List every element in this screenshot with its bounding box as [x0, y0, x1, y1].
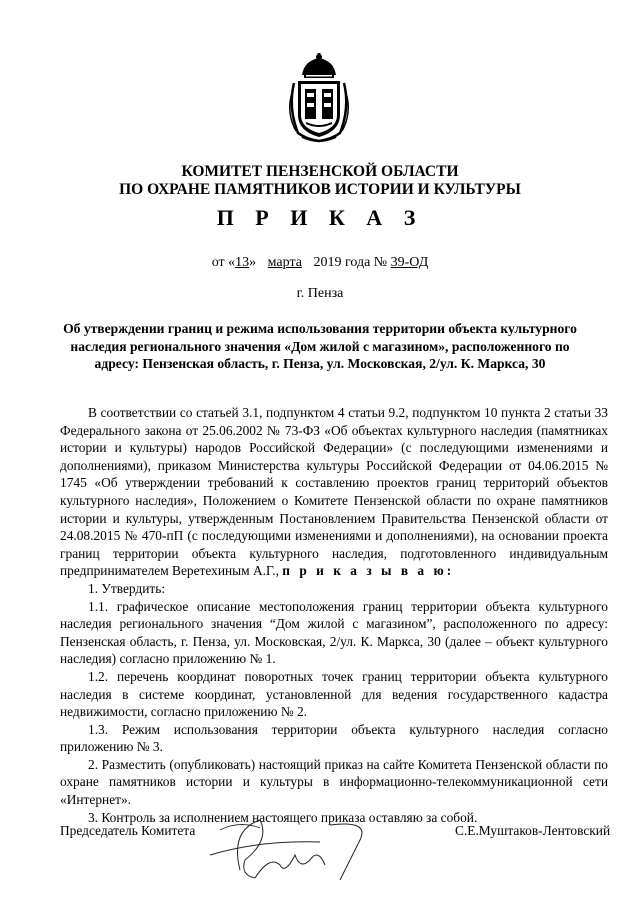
item-1-3: 1.3. Режим использования территории объекта культурного наследия согласно приложению № 3. — [60, 721, 608, 755]
signatory-name: С.Е.Муштаков-Лентовский — [455, 823, 611, 838]
organization-name-line1: КОМИТЕТ ПЕНЗЕНСКОЙ ОБЛАСТИ — [181, 163, 459, 180]
preamble-paragraph — [60, 404, 608, 580]
item-3: 3. Контроль за исполнением настоящего приказа оставляю за собой. — [88, 809, 478, 825]
order-body — [60, 404, 608, 826]
city-name: г. Пенза — [296, 286, 344, 301]
order-date-line — [0, 255, 640, 271]
order-month: марта — [267, 255, 302, 270]
signatory-position: Председатель Комитета — [60, 823, 196, 838]
coat-of-arms-emblem — [284, 53, 354, 145]
date-mid: » — [249, 255, 260, 270]
year-text: 2019 года № — [309, 255, 391, 270]
item-1-1: 1.1. графическое описание местоположения границ территории объекта культурного наследия регионального значения “Дом жилой с магазином”, расположенного по адресу: Пензенская область, г. Пенза, ул. Московская, 2/ул. К. Маркса, 30 (далее – объект культурного наследия) согласно приложению № 1. — [60, 598, 608, 667]
date-prefix: от « — [211, 255, 236, 270]
order-number: 39-ОД — [390, 255, 429, 270]
item-2: 2. Разместить (опубликовать) настоящий приказ на сайте Комитета Пензенской области по охране памятников истории и культуры в информационно-телекоммуникационной сети «Интернет». — [60, 756, 608, 808]
handwritten-signature — [200, 800, 390, 890]
order-day: 13 — [235, 255, 250, 270]
order-subject: Об утверждении границ и режима использования территории объекта культурного наследия регионального значения «Дом жилой с магазином», расположенного по адресу: Пензенская область, г. Пенза, ул. Московская, 2/ул. К. Маркса, 30 — [63, 321, 577, 371]
item-1-2: 1.2. перечень координат поворотных точек границ территории объекта культурного наследия в системе координат, установленной для ведения государственного кадастра недвижимости, согласно приложению № 2. — [60, 668, 608, 720]
order-keyword: п р и к а з ы в а ю: — [282, 563, 455, 579]
document-type-title: П Р И К А З — [216, 205, 424, 230]
item-1: 1. Утвердить: — [88, 580, 166, 596]
preamble-text: В соответствии со статьей 3.1, подпунктом 4 статьи 9.2, подпунктом 10 пункта 2 статьи 33 Федерального закона от 25.06.2002 № 73-ФЗ «Об объектах культурного наследия (памятниках истории и культуры) народов Российской Федерации» (с последующими изменениями и дополнениями), приказом Министерства культуры Российской Федерации от 04.06.2015 № 1745 «Об утверждении требований к составлению проектов границ территорий объектов культурного наследия», Положением о Комитете Пензенской области по охране памятников истории и культуры, утвержденным Постановлением Правительства Пензенской области от 24.08.2015 № 470-пП (с последующими изменениями и дополнениями), на основании проекта границ территории объекта культурного наследия, подготовленного индивидуальным предпринимателем Веретехиным А.Г., — [60, 405, 608, 579]
organization-name-line2: ПО ОХРАНЕ ПАМЯТНИКОВ ИСТОРИИ И КУЛЬТУРЫ — [119, 181, 521, 198]
